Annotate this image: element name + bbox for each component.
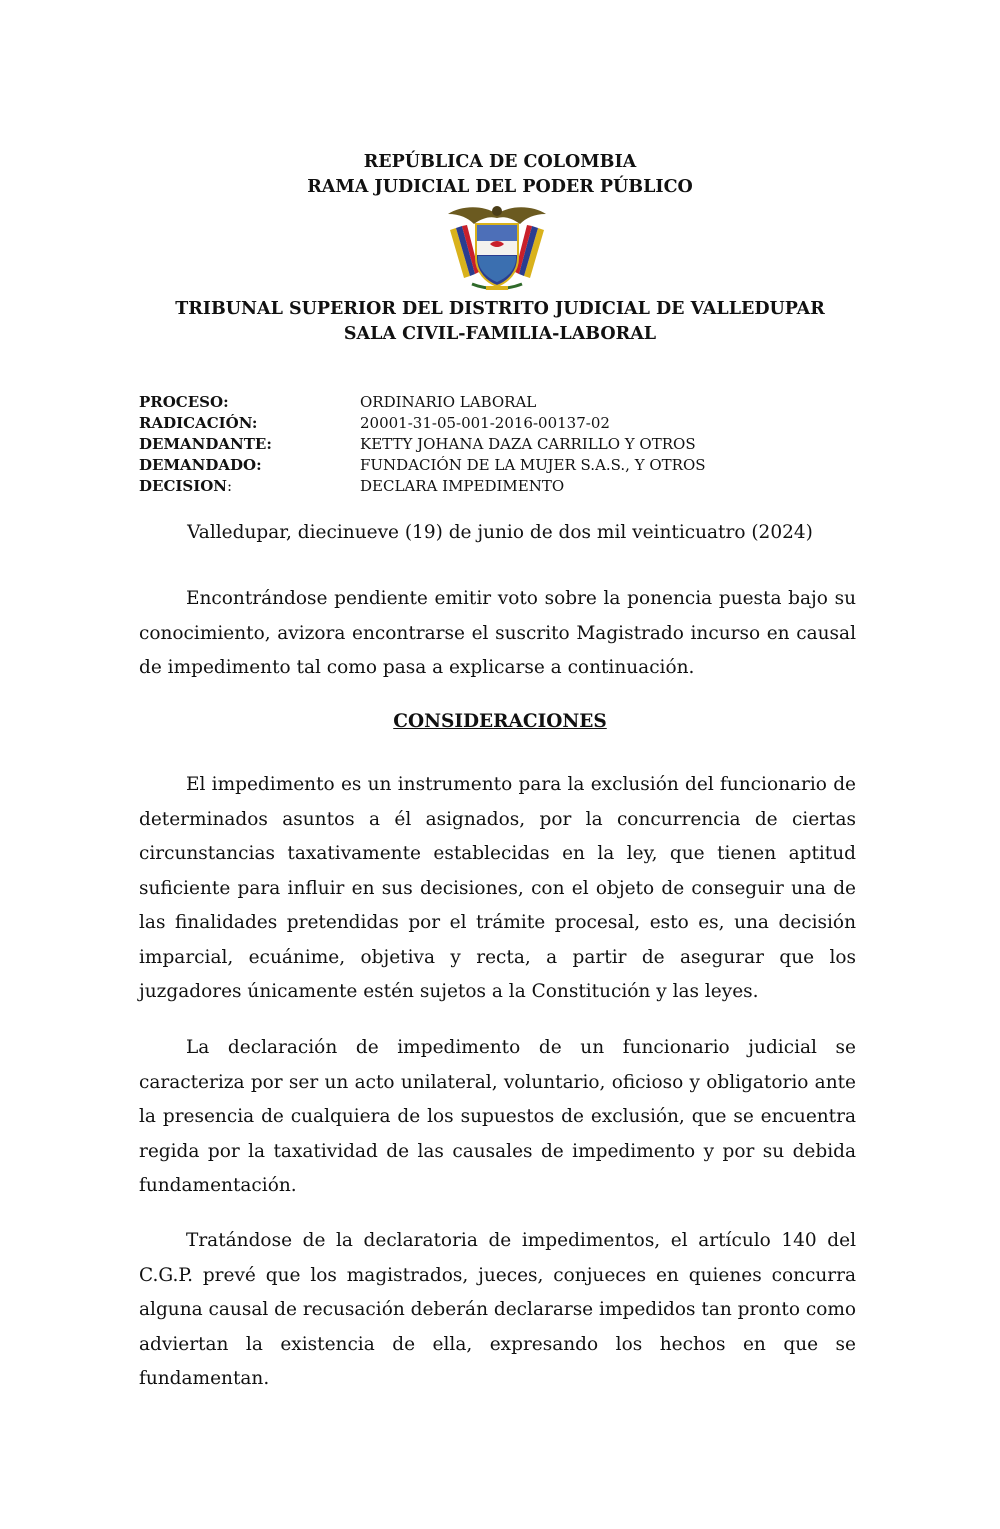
body-paragraph: El impedimento es un instrumento para la exclusión del funcionario de determinados asuntos a él asignados, por la concurrencia de ciertas circunstancias taxativamente establecidas en la ley, que tienen aptitud suficiente para influir en sus decisiones, con el objeto de conseguir una de las finalidades pretendidas por el trámite procesal, esto es, una decisión imparcial, ecuánime, objetiva y recta, a partir de asegurar que los juzgadores únicamente estén sujetos a la Constitución y las leyes.: [139, 774, 856, 1002]
case-metadata: [139, 392, 706, 497]
metadata-label-wrap: [139, 476, 360, 497]
metadata-row: [139, 413, 706, 434]
court-chamber: SALA CIVIL-FAMILIA-LABORAL: [343, 324, 657, 344]
metadata-label: DEMANDADO:: [139, 456, 262, 474]
metadata-label-colon: :: [227, 477, 233, 495]
metadata-row: [139, 434, 706, 455]
metadata-label: RADICACIÓN:: [139, 414, 258, 432]
branch-name: RAMA JUDICIAL DEL PODER PÚBLICO: [307, 177, 693, 197]
metadata-row: [139, 392, 706, 413]
metadata-row: [139, 476, 706, 497]
metadata-value: FUNDACIÓN DE LA MUJER S.A.S., Y OTROS: [360, 456, 706, 474]
section-heading: CONSIDERACIONES: [393, 711, 607, 732]
colombia-coat-of-arms-icon: [442, 200, 552, 292]
country-name: REPÚBLICA DE COLOMBIA: [363, 152, 637, 172]
intro-paragraph: Encontrándose pendiente emitir voto sobre la ponencia puesta bajo su conocimiento, avizora encontrarse el suscrito Magistrado incurso en causal de impedimento tal como pasa a explicarse a continuación.: [139, 588, 856, 678]
metadata-label: DECISION: [139, 477, 228, 495]
metadata-value: DECLARA IMPEDIMENTO: [360, 477, 565, 495]
body-paragraph: La declaración de impedimento de un funcionario judicial se caracteriza por ser un acto unilateral, voluntario, oficioso y obligatorio ante la presencia de cualquiera de los supuestos de exclusión, que se encuentra regida por la taxatividad de las causales de impedimento y por su debida fundamentación.: [139, 1037, 856, 1196]
document-header: [0, 150, 1000, 200]
metadata-label: DEMANDANTE:: [139, 435, 272, 453]
metadata-value: 20001-31-05-001-2016-00137-02: [360, 414, 610, 432]
metadata-value: KETTY JOHANA DAZA CARRILLO Y OTROS: [360, 435, 696, 453]
court-header: [0, 297, 1000, 347]
metadata-value: ORDINARIO LABORAL: [360, 393, 537, 411]
date-line: Valledupar, diecinueve (19) de junio de dos mil veinticuatro (2024): [187, 522, 813, 543]
metadata-row: [139, 455, 706, 476]
metadata-label: PROCESO:: [139, 393, 229, 411]
body-paragraph: Tratándose de la declaratoria de impedimentos, el artículo 140 del C.G.P. prevé que los magistrados, jueces, conjueces en quienes concurra alguna causal de recusación deberán declararse impedidos tan pronto como adviertan la existencia de ella, expresando los hechos en que se fundamentan.: [139, 1230, 857, 1389]
court-name: TRIBUNAL SUPERIOR DEL DISTRITO JUDICIAL DE VALLEDUPAR: [175, 299, 825, 319]
